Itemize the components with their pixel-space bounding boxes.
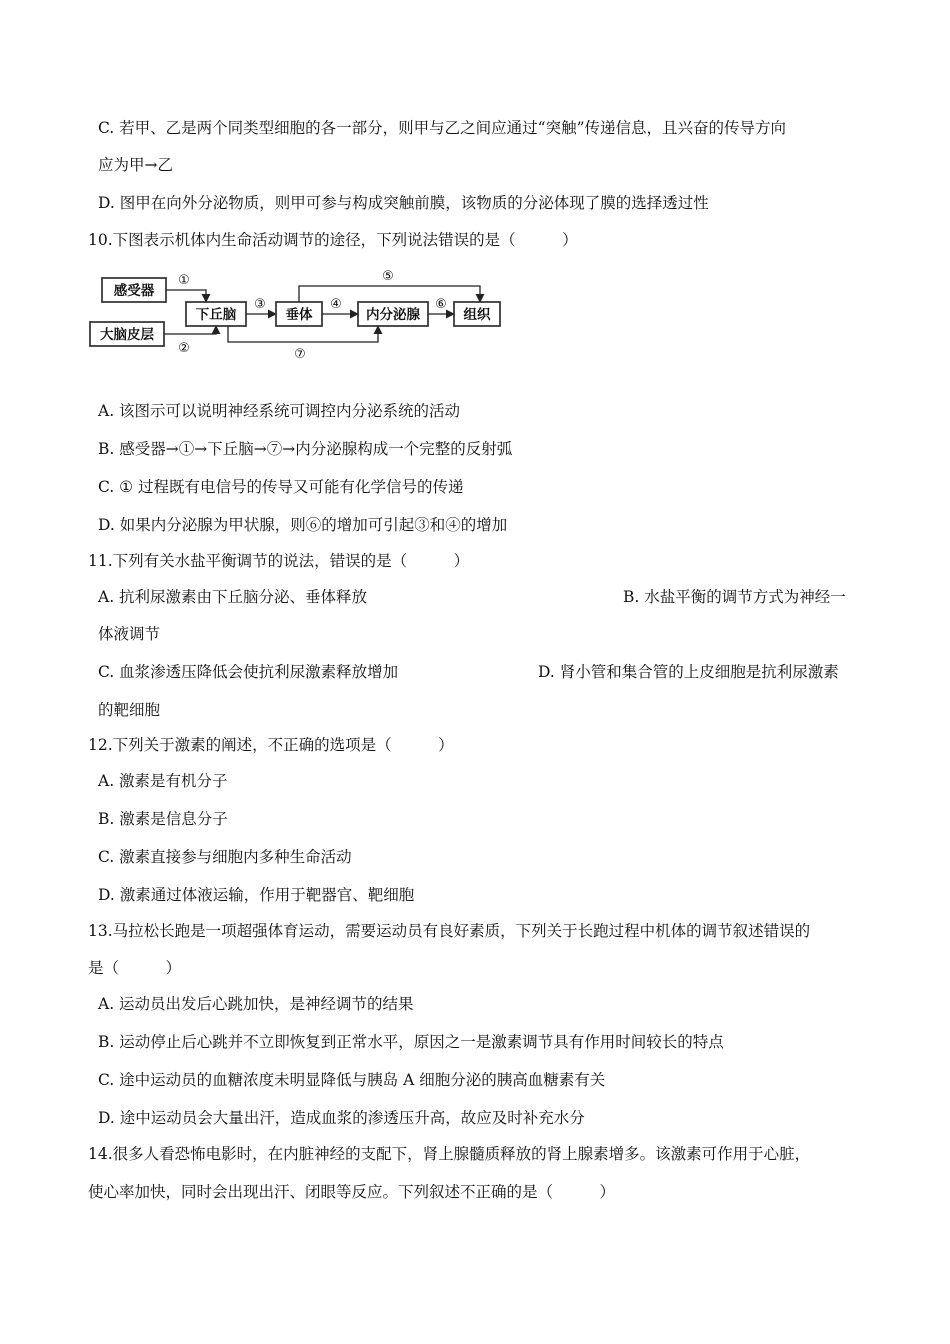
q11-option-d-part2: 的靶细胞 (98, 701, 161, 719)
arrow-1 (166, 290, 206, 302)
q12-option-c: C. 激素直接参与细胞内多种生命活动 (98, 848, 352, 866)
tissue-box (454, 302, 500, 326)
pituitary-label: 垂体 (285, 307, 313, 323)
q12-option-b: B. 激素是信息分子 (98, 810, 228, 828)
q11-option-b-part1: B. 水盐平衡的调节方式为神经一 (623, 588, 846, 606)
label-1: ① (178, 273, 190, 288)
q10-option-c: C. ① 过程既有电信号的传导又可能有化学信号的传递 (98, 478, 464, 496)
receptor-label: 感受器 (113, 283, 155, 299)
label-6: ⑥ (435, 297, 447, 312)
q13-option-a: A. 运动员出发后心跳加快，是神经调节的结果 (98, 995, 414, 1013)
q11-option-a: A. 抗利尿激素由下丘脑分泌、垂体释放 (98, 588, 368, 606)
q13-option-c: C. 途中运动员的血糖浓度未明显降低与胰岛 A 细胞分泌的胰高血糖素有关 (98, 1071, 606, 1089)
q12-option-a: A. 激素是有机分子 (98, 772, 228, 790)
q10-option-b: B. 感受器→①→下丘脑→⑦→内分泌腺构成一个完整的反射弧 (98, 440, 513, 458)
q9-option-c-line2: 应为甲→乙 (98, 156, 173, 174)
q13-stem-line1: 13.马拉松长跑是一项超强体育运动，需要运动员有良好素质，下列关于长跑过程中机体的调节叙述错误的 (88, 922, 811, 940)
label-7: ⑦ (294, 347, 306, 362)
q11-option-b-part2: 体液调节 (98, 625, 161, 643)
label-3: ③ (254, 297, 266, 312)
label-2: ② (178, 341, 190, 356)
arrow-2 (164, 326, 216, 334)
q12-stem: 12.下列关于激素的阐述，不正确的选项是（ ） (88, 736, 454, 754)
cortex-label: 大脑皮层 (100, 327, 154, 343)
q13-stem-line2: 是（ ） (88, 959, 182, 977)
q13-option-d: D. 途中运动员会大量出汗，造成血浆的渗透压升高，故应及时补充水分 (98, 1109, 585, 1127)
q10-option-d: D. 如果内分泌腺为甲状腺，则⑥的增加可引起③和④的增加 (98, 516, 508, 534)
arrow-7 (228, 326, 378, 342)
cortex-box (90, 322, 164, 346)
label-4: ④ (330, 297, 342, 312)
q11-stem: 11.下列有关水盐平衡调节的说法，错误的是（ ） (88, 552, 470, 570)
endocrine-gland-label: 内分泌腺 (366, 307, 420, 323)
q13-option-b: B. 运动停止后心跳并不立即恢复到正常水平，原因之一是激素调节具有作用时间较长的特点 (98, 1033, 724, 1051)
q14-stem-line2: 使心率加快，同时会出现出汗、闭眼等反应。下列叙述不正确的是（ ） (88, 1183, 616, 1201)
hypothalamus-label: 下丘脑 (195, 307, 237, 323)
q12-option-d: D. 激素通过体液运输，作用于靶器官、靶细胞 (98, 886, 415, 904)
q11-option-c: C. 血浆渗透压降低会使抗利尿激素释放增加 (98, 663, 399, 681)
label-5: ⑤ (382, 269, 394, 284)
q11-option-d-part1: D. 肾小管和集合管的上皮细胞是抗利尿激素 (538, 663, 839, 681)
q14-stem-line1: 14.很多人看恐怖电影时，在内脏神经的支配下，肾上腺髓质释放的肾上腺素增多。该激素可作用于心脏， (88, 1145, 811, 1163)
regulation-pathway-diagram (88, 262, 508, 364)
q10-option-a: A. 该图示可以说明神经系统可调控内分泌系统的活动 (98, 402, 461, 420)
tissue-label: 组织 (463, 307, 491, 323)
endocrine-gland-box (358, 302, 428, 326)
pituitary-box (276, 302, 322, 326)
q9-option-d: D. 图甲在向外分泌物质，则甲可参与构成突触前膜，该物质的分泌体现了膜的选择透过性 (98, 194, 709, 212)
q10-stem: 10.下图表示机体内生命活动调节的途径，下列说法错误的是（ ） (88, 231, 578, 249)
arrow-5 (299, 286, 480, 302)
receptor-box (102, 278, 166, 302)
hypothalamus-box (186, 302, 246, 326)
q9-option-c-line1: C. 若甲、乙是两个同类型细胞的各一部分，则甲与乙之间应通过“突触”传递信息，且兴奋的传导方向 (98, 119, 787, 137)
